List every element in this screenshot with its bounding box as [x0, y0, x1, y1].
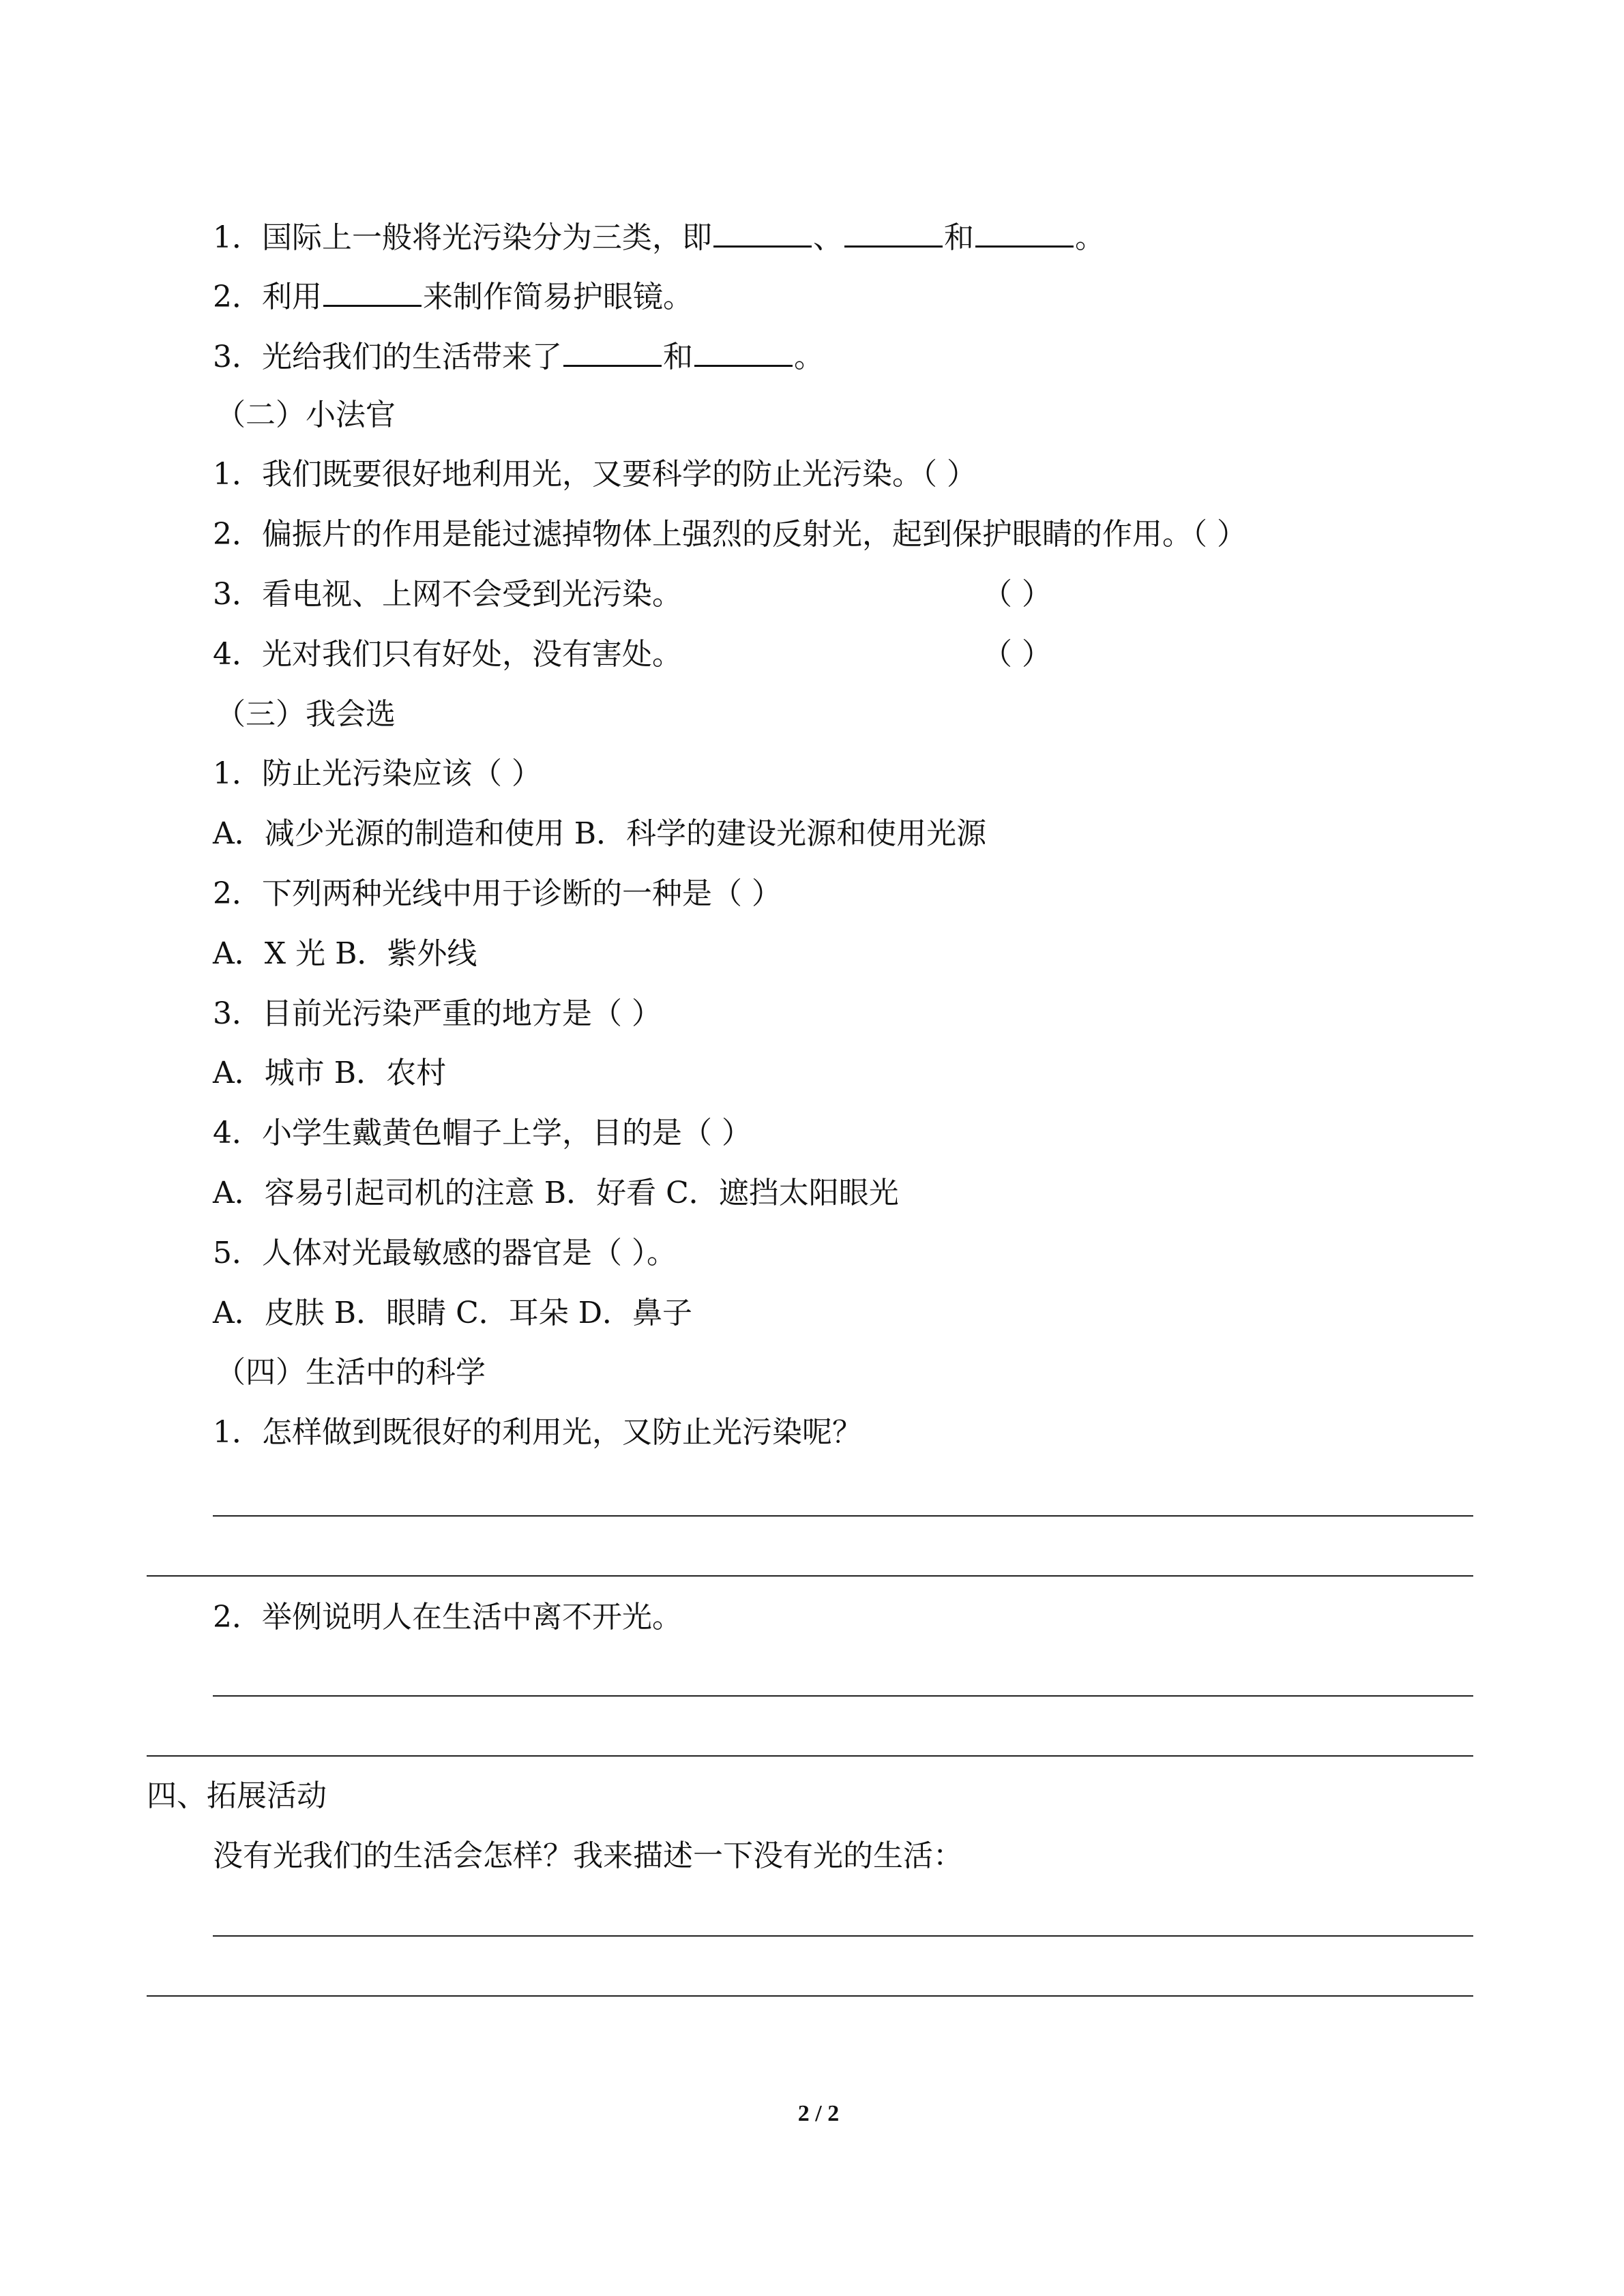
answer-line[interactable] — [213, 1935, 1473, 1937]
judge-item-3 — [213, 574, 1099, 615]
separator-text: 。 — [1075, 220, 1105, 255]
answer-line[interactable] — [213, 1515, 1473, 1517]
section-title-science: （四）生活中的科学 — [216, 1355, 486, 1390]
separator-text: 、 — [813, 220, 843, 255]
fill-question-2 — [213, 275, 693, 316]
judge-text: 4．光对我们只有好处，没有害处。 — [213, 637, 682, 672]
page-number: 2 / 2 — [797, 2101, 840, 2126]
judge-answer-paren-3[interactable]: （ ） — [982, 577, 1052, 612]
choice-question-4: 4．小学生戴黄色帽子上学，目的是（ ） — [213, 1116, 752, 1150]
choice-question-5: 5．人体对光最敏感的器官是（ ）。 — [213, 1236, 677, 1270]
separator-text: 。 — [794, 340, 824, 374]
choice-options-5: A．皮肤 B．眼睛 C．耳朵 D．鼻子 — [213, 1296, 693, 1330]
judge-item-4 — [213, 634, 1099, 675]
answer-blank[interactable] — [563, 335, 662, 367]
question-text: 2．利用 — [213, 280, 322, 314]
answer-blank[interactable] — [323, 275, 422, 307]
extension-prompt: 没有光我们的生活会怎样？我来描述一下没有光的生活： — [213, 1838, 963, 1873]
science-question-2: 2．举例说明人在生活中离不开光。 — [213, 1600, 682, 1635]
judge-item-1 — [213, 454, 977, 495]
answer-line[interactable] — [213, 1695, 1473, 1697]
choice-options-3: A．城市 B．农村 — [213, 1056, 447, 1090]
judge-answer-paren-4[interactable]: （ ） — [982, 637, 1052, 672]
choice-options-4: A．容易引起司机的注意 B．好看 C．遮挡太阳眼光 — [213, 1176, 899, 1210]
judge-text: 2．偏振片的作用是能过滤掉物体上强烈的反射光，起到保护眼睛的作用。 — [213, 517, 1192, 552]
answer-blank[interactable] — [694, 335, 793, 367]
answer-line[interactable] — [147, 1755, 1473, 1757]
choice-question-1: 1．防止光污染应该（ ） — [213, 756, 542, 791]
answer-blank[interactable] — [713, 215, 812, 248]
science-question-1: 1．怎样做到既很好的利用光，又防止光污染呢？ — [213, 1415, 862, 1450]
section-title-extension: 四、拓展活动 — [147, 1778, 327, 1813]
fill-question-1 — [213, 215, 1105, 256]
judge-text: 1．我们既要很好地利用光，又要科学的防止光污染。 — [213, 457, 922, 492]
answer-blank[interactable] — [975, 215, 1074, 248]
choice-question-3: 3．目前光污染严重的地方是（ ） — [213, 996, 662, 1031]
separator-text: 和 — [663, 340, 693, 374]
choice-options-1: A．减少光源的制造和使用 B．科学的建设光源和使用光源 — [213, 816, 987, 851]
judge-item-2 — [213, 514, 1247, 555]
answer-line[interactable] — [147, 1575, 1473, 1577]
answer-blank[interactable] — [844, 215, 943, 248]
fill-question-3 — [213, 335, 824, 376]
separator-text: 和 — [944, 220, 974, 255]
choice-question-2: 2．下列两种光线中用于诊断的一种是（ ） — [213, 876, 782, 911]
answer-line[interactable] — [147, 1995, 1473, 1997]
question-text: 3．光给我们的生活带来了 — [213, 340, 562, 374]
choice-options-2: A．X 光 B．紫外线 — [213, 936, 477, 971]
section-title-judge: （二）小法官 — [216, 398, 396, 432]
section-title-choose: （三）我会选 — [216, 697, 396, 732]
judge-text: 3．看电视、上网不会受到光污染。 — [213, 577, 682, 612]
question-text: 来制作简易护眼镜。 — [423, 280, 693, 314]
question-text: 1．国际上一般将光污染分为三类，即 — [213, 220, 712, 255]
judge-answer-paren[interactable]: （ ） — [922, 457, 977, 492]
judge-answer-paren[interactable]: （ ） — [1192, 517, 1247, 552]
